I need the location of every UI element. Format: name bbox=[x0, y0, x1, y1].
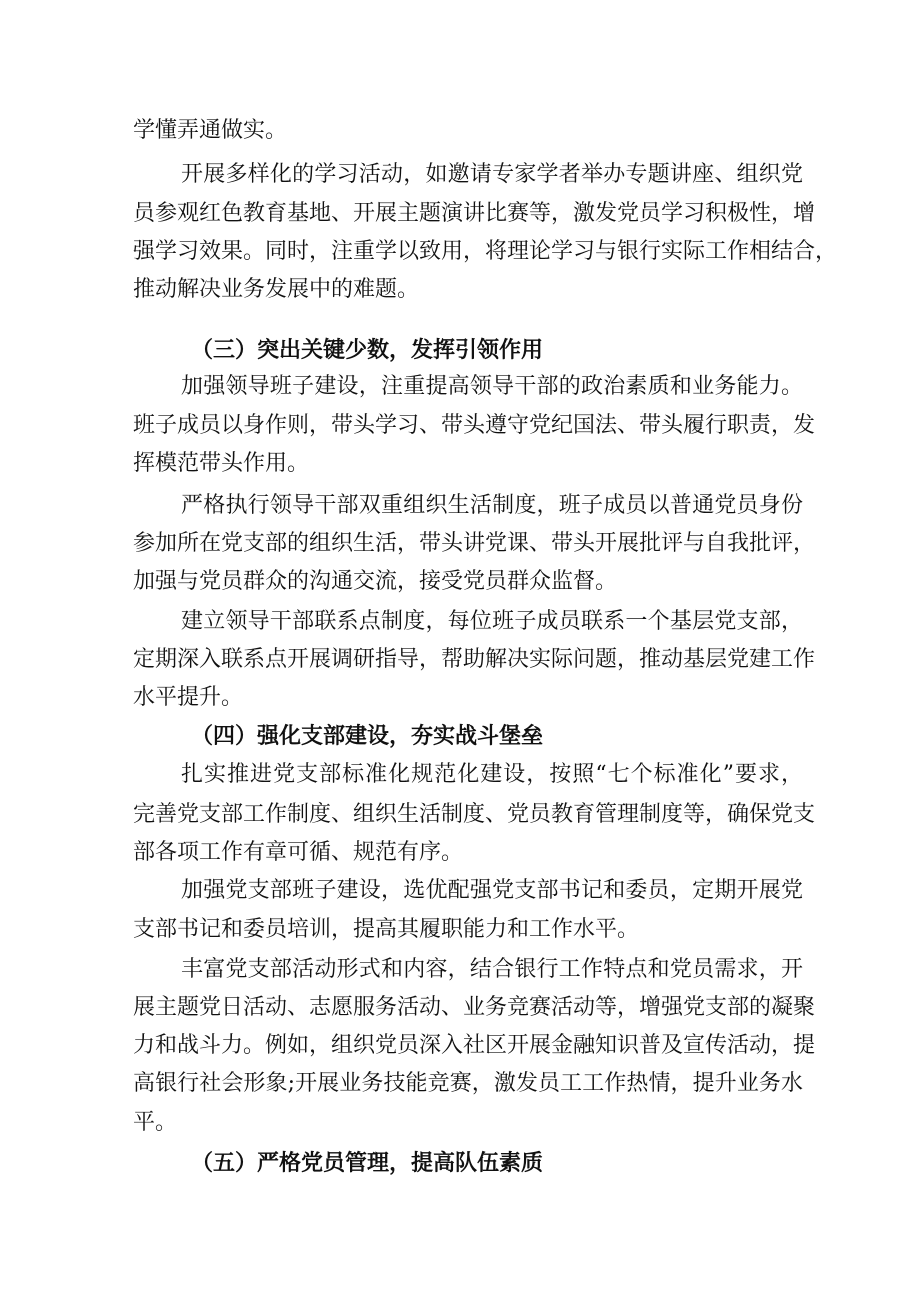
paragraph-line: 加强党支部班子建设，选优配强党支部书记和委员，定期开展党 bbox=[181, 878, 803, 903]
paragraph-line: 丰富党支部活动形式和内容，结合银行工作特点和党员需求，开 bbox=[181, 957, 803, 982]
paragraph-line: 参加所在党支部的组织生活，带头讲党课、带头开展批评与自我批评， bbox=[133, 531, 816, 556]
section-heading: （五）严格党员管理，提高队伍素质 bbox=[191, 1151, 544, 1176]
paragraph-line: 高银行社会形象;开展业务技能竞赛，激发员工工作热情，提升业务水 bbox=[133, 1071, 803, 1096]
paragraph-line: 建立领导干部联系点制度，每位班子成员联系一个基层党支部， bbox=[181, 609, 803, 634]
paragraph-line: 展主题党日活动、志愿服务活动、业务竞赛活动等，增强党支部的凝聚 bbox=[133, 995, 816, 1020]
paragraph-line: 强学习效果。同时，注重学以致用，将理论学习与银行实际工作相结合， bbox=[133, 239, 838, 264]
paragraph-line: 推动解决业务发展中的难题。 bbox=[133, 277, 420, 302]
paragraph-line: 加强领导班子建设，注重提高领导干部的政治素质和业务能力。 bbox=[181, 374, 803, 399]
paragraph-line: 平。 bbox=[133, 1110, 178, 1135]
section-heading: （三）突出关键少数，发挥引领作用 bbox=[191, 338, 544, 363]
paragraph-line: 加强与党员群众的沟通交流，接受党员群众监督。 bbox=[133, 569, 618, 594]
section-heading: （四）强化支部建设，夯实战斗堡垒 bbox=[191, 724, 544, 749]
paragraph-line: 水平提升。 bbox=[133, 685, 244, 710]
paragraph-line: 班子成员以身作则，带头学习、带头遵守党纪国法、带头履行职责，发 bbox=[133, 413, 816, 438]
paragraph-line: 挥模范带头作用。 bbox=[133, 451, 310, 476]
paragraph-line: 学懂弄通做实。 bbox=[133, 118, 288, 143]
paragraph-line: 扎实推进党支部标准化规范化建设，按照“七个标准化”要求， bbox=[181, 762, 803, 787]
paragraph-line: 完善党支部工作制度、组织生活制度、党员教育管理制度等，确保党支 bbox=[133, 802, 816, 827]
paragraph-line: 力和战斗力。例如，组织党员深入社区开展金融知识普及宣传活动，提 bbox=[133, 1033, 816, 1058]
paragraph-line: 支部书记和委员培训，提高其履职能力和工作水平。 bbox=[133, 917, 640, 942]
paragraph-line: 定期深入联系点开展调研指导，帮助解决实际问题，推动基层党建工作 bbox=[133, 647, 816, 672]
paragraph-line: 严格执行领导干部双重组织生活制度，班子成员以普通党员身份 bbox=[181, 493, 803, 518]
paragraph-line: 员参观红色教育基地、开展主题演讲比赛等，激发党员学习积极性，增 bbox=[133, 201, 816, 226]
paragraph-line: 部各项工作有章可循、规范有序。 bbox=[133, 840, 464, 865]
paragraph-line: 开展多样化的学习活动，如邀请专家学者举办专题讲座、组织党 bbox=[181, 162, 803, 187]
